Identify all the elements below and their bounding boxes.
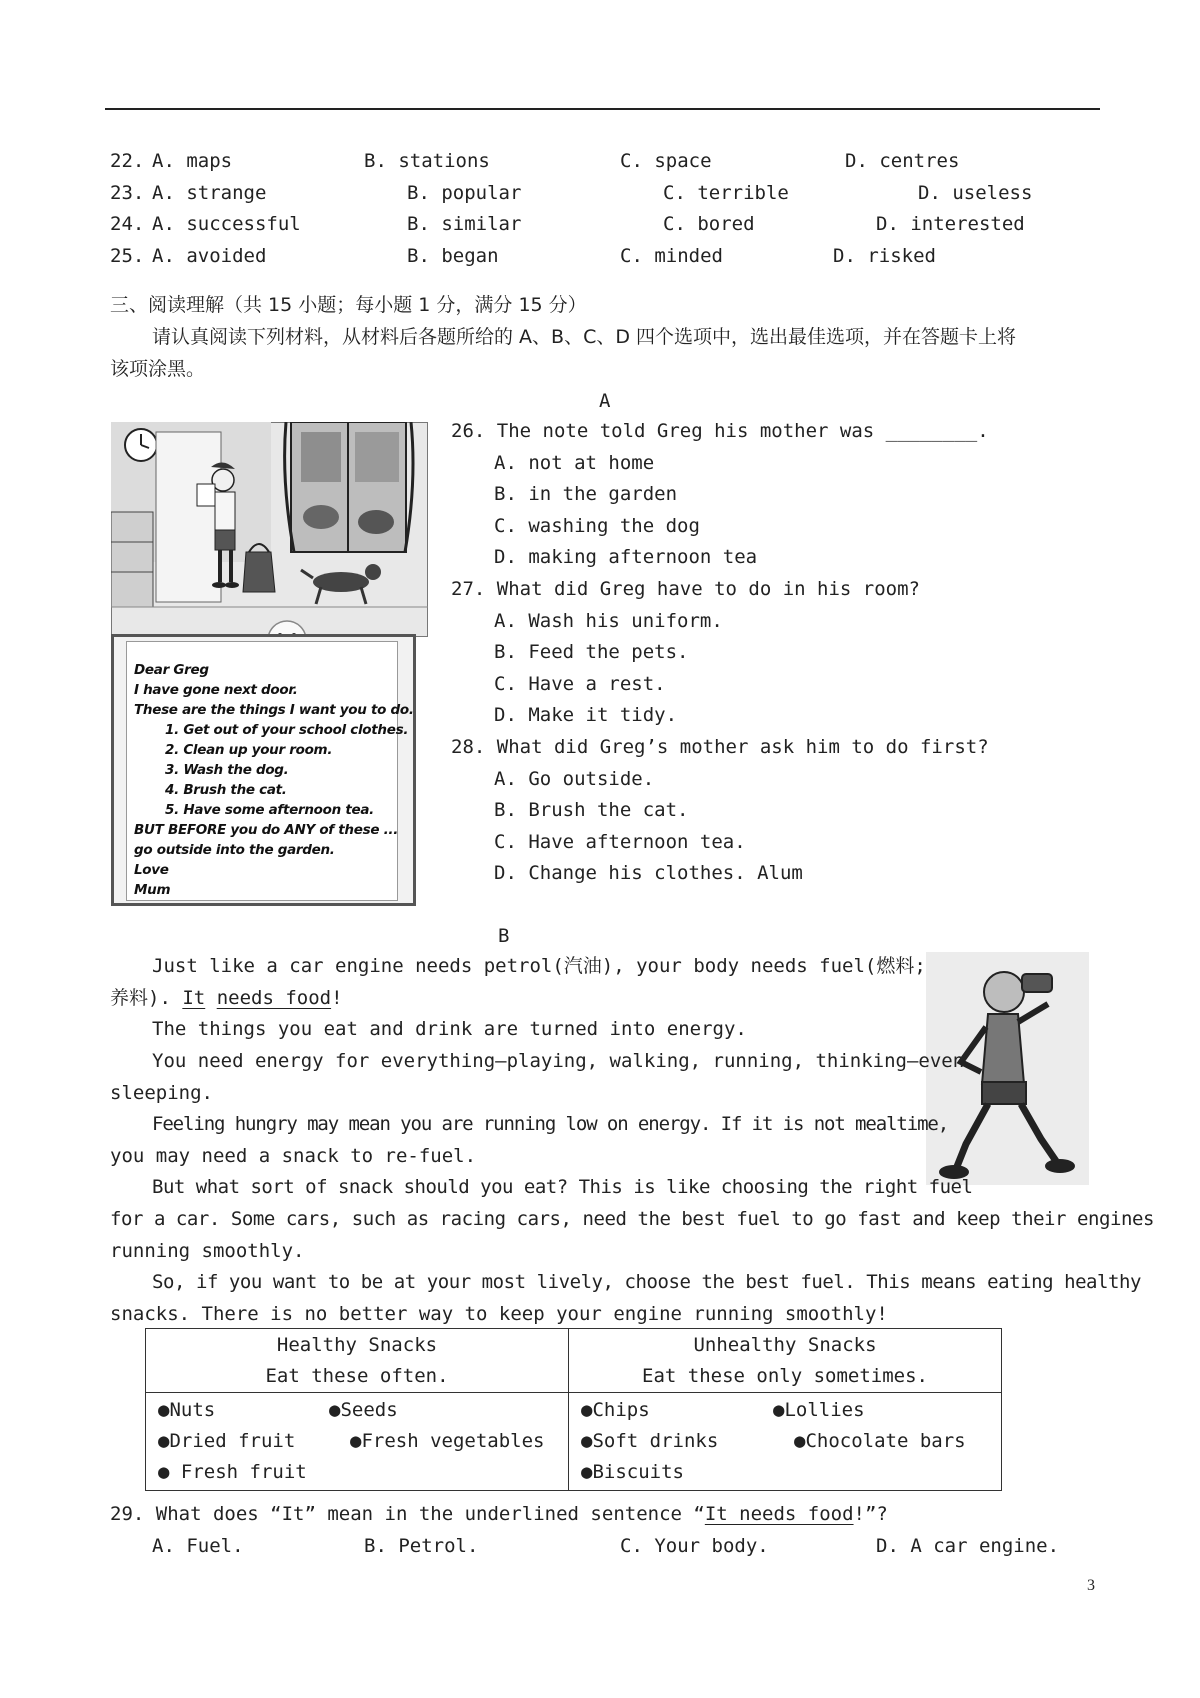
- healthy-item: ●Dried fruit: [158, 1430, 296, 1452]
- q28-option-a: A. Go outside.: [494, 768, 655, 790]
- underlined-needs-food: needs food: [216, 987, 332, 1009]
- q25-option-d: D. risked: [833, 245, 936, 267]
- q29-option-c: C. Your body.: [620, 1535, 769, 1557]
- passage-a-label: A: [599, 390, 611, 412]
- unhealthy-item: ●Soft drinks: [581, 1430, 719, 1452]
- passage-b-line: for a car. Some cars, such as racing cars, need the best fuel to go fast and keep their engines: [110, 1208, 1154, 1230]
- q23-number: 23.: [110, 182, 145, 204]
- q28-option-b: B. Brush the cat.: [494, 799, 689, 821]
- q28-option-c: C. Have afternoon tea.: [494, 831, 746, 853]
- passage-b-line: The things you eat and drink are turned into energy.: [152, 1018, 747, 1040]
- passage-b-text-fragment: !: [331, 987, 343, 1009]
- q23-option-c: C. terrible: [663, 182, 789, 204]
- underlined-it: It: [182, 987, 206, 1009]
- note-line: 3. Wash the dog.: [165, 762, 289, 778]
- healthy-item: ●Nuts: [158, 1399, 216, 1421]
- q28-stem: 28. What did Greg’s mother ask him to do first?: [451, 736, 989, 758]
- healthy-item: ●Fresh vegetables: [350, 1430, 545, 1452]
- q29-option-a: A. Fuel.: [152, 1535, 244, 1557]
- q27-option-c: C. Have a rest.: [494, 673, 666, 695]
- q26-option-d: D. making afternoon tea: [494, 546, 758, 568]
- note-line: BUT BEFORE you do ANY of these ...: [134, 822, 399, 838]
- note-line: go outside into the garden.: [134, 842, 335, 858]
- unhealthy-subtitle: Eat these only sometimes.: [642, 1365, 928, 1387]
- healthy-header-cell: [146, 1329, 569, 1393]
- drink-bottle: [1022, 974, 1052, 992]
- q26-option-c: C. washing the dog: [494, 515, 700, 537]
- note-line: These are the things I want you to do.: [134, 702, 414, 718]
- q25-number: 25.: [110, 245, 145, 267]
- passage-b-line: snacks. There is no better way to keep your engine running smoothly!: [110, 1303, 888, 1325]
- healthy-subtitle: Eat these often.: [265, 1365, 449, 1387]
- q25-option-c: C. minded: [620, 245, 723, 267]
- note-line: 4. Brush the cat.: [165, 782, 287, 798]
- note-line: 5. Have some afternoon tea.: [165, 802, 374, 818]
- snacks-table-header-row: [146, 1329, 1002, 1393]
- healthy-title: Healthy Snacks: [276, 1334, 438, 1356]
- snacks-table-body-row: [146, 1393, 1002, 1491]
- q29-stem-text: !”?: [853, 1503, 888, 1525]
- unhealthy-item: ●Chips: [581, 1399, 650, 1421]
- q22-option-d: D. centres: [845, 150, 960, 172]
- q27-option-b: B. Feed the pets.: [494, 641, 689, 663]
- window-with-pets: [285, 422, 413, 552]
- q26-option-a: A. not at home: [494, 452, 655, 474]
- section-instruction-line2: 该项涂黑。: [110, 358, 206, 380]
- q22-option-a: A. maps: [152, 150, 233, 172]
- q24-number: 24.: [110, 213, 145, 235]
- passage-b-line: But what sort of snack should you eat? This is like choosing the right fuel: [152, 1176, 973, 1198]
- q23-option-a: A. strange: [152, 182, 267, 204]
- header-rule: [105, 108, 1100, 110]
- unhealthy-item: ●Lollies: [773, 1399, 865, 1421]
- q22-option-c: C. space: [620, 150, 712, 172]
- page-number: 3: [1087, 1577, 1095, 1594]
- healthy-item: ● Fresh fruit: [158, 1461, 307, 1483]
- section-heading: 三、阅读理解（共 15 小题；每小题 1 分，满分 15 分）: [110, 294, 587, 316]
- passage-b-line: Just like a car engine needs petrol(汽油), your body needs fuel(燃料;: [152, 955, 926, 977]
- q27-stem: 27. What did Greg have to do in his room?: [451, 578, 920, 600]
- q27-option-a: A. Wash his uniform.: [494, 610, 723, 632]
- q24-option-a: A. successful: [152, 213, 301, 235]
- q25-option-b: B. began: [407, 245, 499, 267]
- passage-b-line: running smoothly.: [110, 1240, 305, 1262]
- q23-option-d: D. useless: [918, 182, 1033, 204]
- q22-number: 22.: [110, 150, 145, 172]
- healthy-item: ●Seeds: [329, 1399, 398, 1421]
- passage-b-line: [110, 982, 343, 1014]
- note-line: 1. Get out of your school clothes.: [165, 722, 409, 738]
- mum-note-card: [111, 634, 416, 906]
- note-line-signature: Mum: [134, 882, 171, 898]
- q27-option-d: D. Make it tidy.: [494, 704, 678, 726]
- q24-option-d: D. interested: [876, 213, 1025, 235]
- passage-b-line: Feeling hungry may mean you are running low on energy. If it is not mealtime,: [152, 1113, 949, 1135]
- passage-b-text-fragment: 养料).: [110, 987, 171, 1009]
- q28-option-d: D. Change his clothes. Alum: [494, 862, 803, 884]
- note-line: 2. Clean up your room.: [165, 742, 333, 758]
- passage-b-label: B: [498, 925, 510, 947]
- note-line: I have gone next door.: [134, 682, 298, 698]
- q29-stem: [110, 1498, 888, 1530]
- q23-option-b: B. popular: [407, 182, 522, 204]
- passage-b-line: sleeping.: [110, 1082, 213, 1104]
- q26-option-b: B. in the garden: [494, 483, 678, 505]
- note-line-greeting: Dear Greg: [134, 662, 209, 678]
- boy-reading-note-illustration: [111, 422, 428, 637]
- snacks-table: [145, 1328, 1002, 1491]
- q26-stem: 26. The note told Greg his mother was ________.: [451, 420, 989, 442]
- unhealthy-header-cell: [569, 1329, 1002, 1393]
- q24-option-c: C. bored: [663, 213, 755, 235]
- passage-b-line: So, if you want to be at your most lively, choose the best fuel. This means eating healthy: [152, 1271, 1142, 1293]
- q29-option-b: B. Petrol.: [364, 1535, 479, 1557]
- q29-stem-text: 29. What does “It” mean in the underlined sentence “: [110, 1503, 705, 1525]
- unhealthy-list-cell: [569, 1393, 1002, 1491]
- unhealthy-item: ●Chocolate bars: [794, 1430, 966, 1452]
- mum-note-paper: [126, 641, 414, 901]
- healthy-list-cell: [146, 1393, 569, 1491]
- q25-option-a: A. avoided: [152, 245, 267, 267]
- section-instruction-line1: 请认真阅读下列材料，从材料后各题所给的 A、B、C、D 四个选项中，选出最佳选项，并在答题卡上将: [152, 326, 1017, 348]
- clock-icon: [125, 429, 157, 461]
- unhealthy-item: ●Biscuits: [581, 1461, 684, 1483]
- q22-option-b: B. stations: [364, 150, 490, 172]
- unhealthy-title: Unhealthy Snacks: [693, 1334, 877, 1356]
- note-line: Love: [134, 862, 169, 878]
- passage-b-line: you may need a snack to re-fuel.: [110, 1145, 477, 1167]
- q29-underlined-sentence: It needs food: [704, 1503, 854, 1525]
- passage-b-line: You need energy for everything—playing, walking, running, thinking—even: [152, 1050, 965, 1072]
- q29-option-d: D. A car engine.: [876, 1535, 1060, 1557]
- q24-option-b: B. similar: [407, 213, 522, 235]
